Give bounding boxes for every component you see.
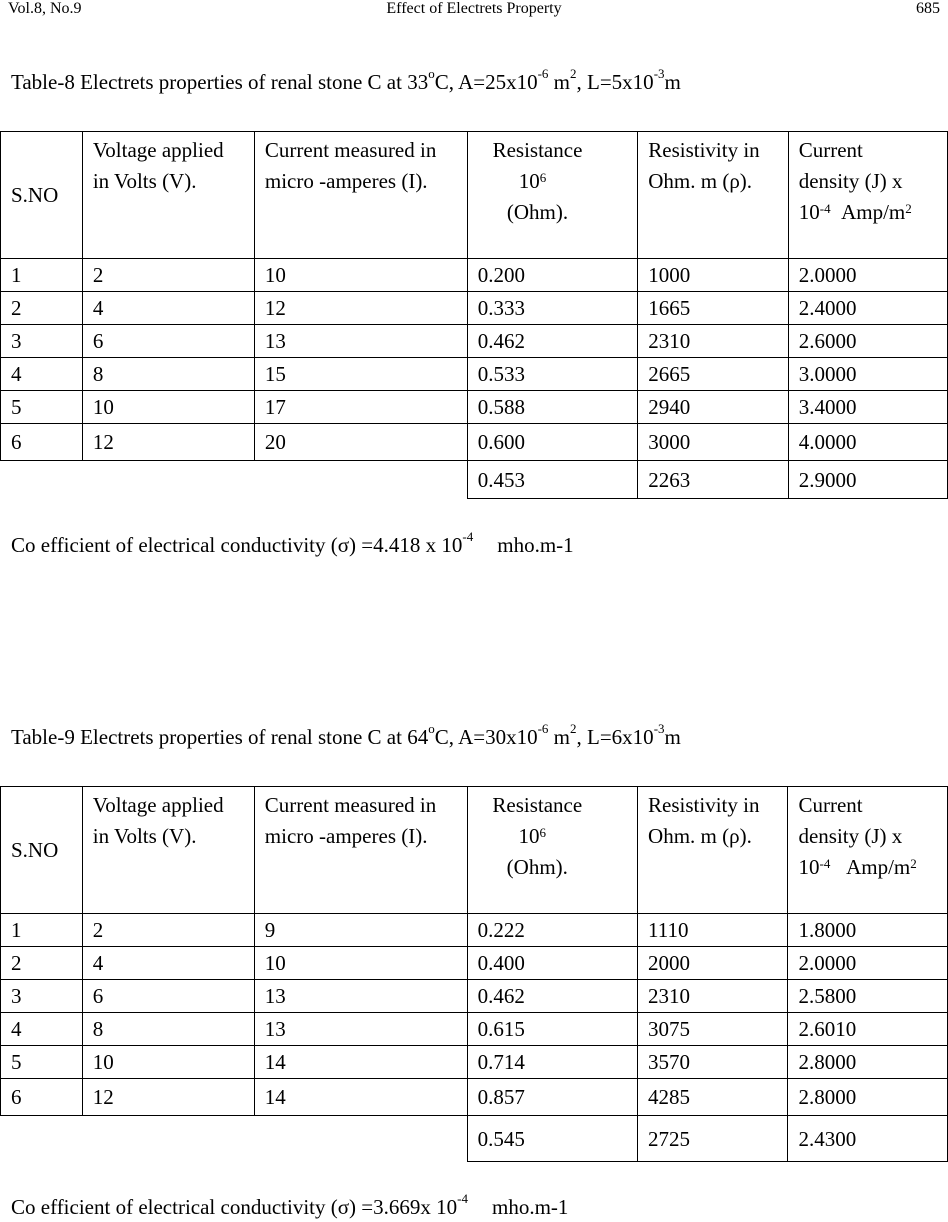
col-resistivity: Resistivity in Ohm. m (ρ). [638, 132, 788, 259]
cell-resistance: 0.714 [467, 1046, 637, 1079]
cell-sno: 2 [1, 947, 83, 980]
cell-voltage: 8 [82, 358, 254, 391]
cell-resistance: 0.615 [467, 1013, 637, 1046]
cell-resistance: 0.588 [467, 391, 637, 424]
cell-resistance: 0.400 [467, 947, 637, 980]
cell-sno: 5 [1, 1046, 83, 1079]
cell-density: 2.8000 [788, 1046, 948, 1079]
cell-voltage: 8 [82, 1013, 254, 1046]
table-row [1, 947, 948, 980]
mean-row [1, 1116, 948, 1162]
cell-sno: 3 [1, 980, 83, 1013]
cell-voltage: 4 [82, 292, 254, 325]
table-row [1, 1079, 948, 1116]
cell-voltage: 12 [82, 424, 254, 461]
cell-current: 14 [254, 1079, 467, 1116]
cell-density: 2.5800 [788, 980, 948, 1013]
cell-sno: 1 [1, 914, 83, 947]
mean-density: 2.4300 [788, 1116, 948, 1162]
table-9 [0, 786, 948, 1162]
cell-resistivity: 2310 [638, 980, 788, 1013]
page-number: 685 [916, 0, 940, 17]
cell-resistivity: 2000 [638, 947, 788, 980]
cell-resistance: 0.857 [467, 1079, 637, 1116]
mean-resistance: 0.453 [467, 461, 637, 499]
cell-resistivity: 3000 [638, 424, 788, 461]
running-header [0, 0, 948, 24]
table-row [1, 1013, 948, 1046]
cell-density: 2.4000 [788, 292, 947, 325]
table-9-conductivity-note: Co efficient of electrical conductivity (σ) =3.669x $10^{-4}$ mho.m-1 [11, 1191, 569, 1219]
cell-current: 14 [254, 1046, 467, 1079]
table-row [1, 358, 948, 391]
cell-voltage: 4 [82, 947, 254, 980]
cell-resistance: 0.533 [467, 358, 637, 391]
mean-density: 2.9000 [788, 461, 947, 499]
cell-current: 13 [254, 1013, 467, 1046]
cell-density: 2.0000 [788, 947, 948, 980]
cell-resistivity: 1665 [638, 292, 788, 325]
cell-resistivity: 1000 [638, 259, 788, 292]
cell-resistance: 0.200 [467, 259, 637, 292]
table-8-caption: Table-8 Electrets properties of renal stone C at 33$^o$C, $A=25x10^{-6}$ $m^2$, $L=5x10^{-3}m$ [11, 66, 681, 94]
cell-voltage: 6 [82, 325, 254, 358]
mean-resistivity: 2263 [638, 461, 788, 499]
col-resistance: Resistance $10^6$ (Ohm). [467, 787, 637, 914]
cell-resistance: 0.462 [467, 980, 637, 1013]
cell-current: 13 [254, 325, 467, 358]
table-row [1, 391, 948, 424]
cell-current: 15 [254, 358, 467, 391]
cell-current: 20 [254, 424, 467, 461]
table-9-caption: Table-9 Electrets properties of renal stone C at 64$^o$C, $A=30x10^{-6}$ $m^2$, $L=6x10^{-3}m$ [11, 721, 681, 749]
col-sno: S.NO [1, 787, 83, 914]
col-voltage: Voltage applied in Volts (V). [82, 132, 254, 259]
mean-resistivity: 2725 [638, 1116, 788, 1162]
col-sno: S.NO [1, 132, 83, 259]
cell-resistivity: 2940 [638, 391, 788, 424]
cell-sno: 2 [1, 292, 83, 325]
table-row [1, 980, 948, 1013]
cell-resistivity: 2310 [638, 325, 788, 358]
cell-resistance: 0.222 [467, 914, 637, 947]
cell-sno: 1 [1, 259, 83, 292]
cell-density: 1.8000 [788, 914, 948, 947]
cell-density: 2.6010 [788, 1013, 948, 1046]
cell-sno: 6 [1, 424, 83, 461]
cell-sno: 3 [1, 325, 83, 358]
table-header-row [1, 787, 948, 914]
cell-resistivity: 1110 [638, 914, 788, 947]
cell-voltage: 10 [82, 391, 254, 424]
volume-label: Vol.8, No.9 [8, 0, 82, 17]
mean-row [1, 461, 948, 499]
table-8 [0, 131, 948, 499]
table-row [1, 424, 948, 461]
col-density: Current density (J) x $10^{-4}$ Amp/$m^2$ [788, 787, 948, 914]
cell-voltage: 2 [82, 259, 254, 292]
cell-resistance: 0.462 [467, 325, 637, 358]
cell-density: 2.0000 [788, 259, 947, 292]
cell-resistance: 0.333 [467, 292, 637, 325]
col-resistance: Resistance $10^6$ (Ohm). [467, 132, 637, 259]
mean-resistance: 0.545 [467, 1116, 637, 1162]
table-row [1, 259, 948, 292]
col-density: Current density (J) x $10^{-4}$ Amp/$m^2$ [788, 132, 947, 259]
cell-resistivity: 3570 [638, 1046, 788, 1079]
cell-sno: 4 [1, 1013, 83, 1046]
cell-voltage: 2 [82, 914, 254, 947]
cell-current: 12 [254, 292, 467, 325]
cell-density: 3.4000 [788, 391, 947, 424]
col-voltage: Voltage applied in Volts (V). [82, 787, 254, 914]
table-row [1, 1046, 948, 1079]
cell-density: 3.0000 [788, 358, 947, 391]
cell-sno: 5 [1, 391, 83, 424]
cell-density: 4.0000 [788, 424, 947, 461]
cell-sno: 6 [1, 1079, 83, 1116]
cell-voltage: 6 [82, 980, 254, 1013]
cell-density: 2.8000 [788, 1079, 948, 1116]
cell-current: 10 [254, 259, 467, 292]
col-resistivity: Resistivity in Ohm. m (ρ). [638, 787, 788, 914]
cell-current: 17 [254, 391, 467, 424]
table-row [1, 914, 948, 947]
cell-density: 2.6000 [788, 325, 947, 358]
cell-resistivity: 4285 [638, 1079, 788, 1116]
cell-current: 10 [254, 947, 467, 980]
running-title: Effect of Electrets Property [386, 0, 562, 17]
cell-current: 9 [254, 914, 467, 947]
table-8-conductivity-note: Co efficient of electrical conductivity (σ) =4.418 x $10^{-4}$ mho.m-1 [11, 529, 574, 557]
col-current: Current measured in micro -amperes (I). [254, 787, 467, 914]
table-header-row [1, 132, 948, 259]
table-row [1, 292, 948, 325]
cell-voltage: 10 [82, 1046, 254, 1079]
cell-resistance: 0.600 [467, 424, 637, 461]
cell-sno: 4 [1, 358, 83, 391]
cell-resistivity: 2665 [638, 358, 788, 391]
col-current: Current measured in micro -amperes (I). [254, 132, 467, 259]
cell-voltage: 12 [82, 1079, 254, 1116]
table-row [1, 325, 948, 358]
cell-current: 13 [254, 980, 467, 1013]
cell-resistivity: 3075 [638, 1013, 788, 1046]
